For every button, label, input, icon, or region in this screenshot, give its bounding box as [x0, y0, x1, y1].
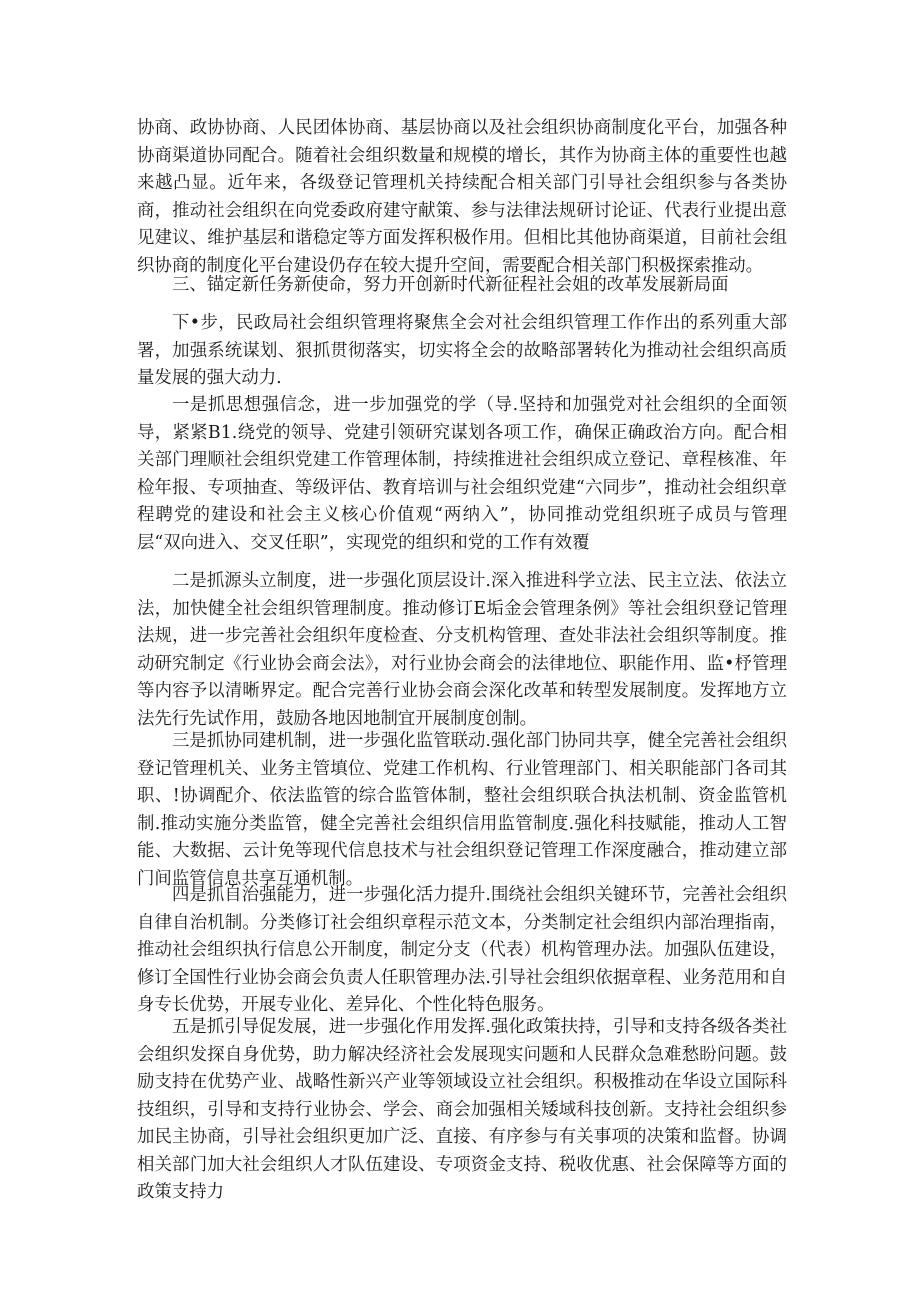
- paragraph-point-five: 五是抓引导促发展，进一步强化作用发挥.强化政策扶持，引导和支持各级各类社会组织发探自身优势，助力解决经济社会发展现实问题和人民群众急难愁盼问题。鼓励支持在优势产业、战略性新兴产业等领域设立社会组织。积极推动在华设立国际科技组织，引导和支持行业协会、学会、商会加强相关矮域科技创新。支持社会组织参加民主协商，引导社会组织更加广泛、直接、有序参与有关事项的决策和监督。协调相关部门加大社会组织人才队伍建设、专项资金支持、税收优惠、社会保障等方面的政策支持力: [137, 1017, 787, 1202]
- paragraph-point-three: 三是抓协同建机制，进一步强化监管联动.强化部门协同共享，健全完善社会组织登记管理机关、业务主管填位、党建工作机构、行业管理部门、相关职能部门各司其职、!协调配介、依法监管的综合监管体制，整社会组织联合执法机制、资金监管机制.推动实施分类监管，健全完善社会组织信用监管制度.强化科技赋能，推动人工智能、大数据、云计免等现代信息技术与社会组织登记管理工作深度融合，推动建立部门间监管信息共享互通机制。: [137, 731, 787, 889]
- paragraph-consultation-platform: 协商、政协协商、人民团体协商、基层协商以及社会组织协商制度化平台，加强各种协商渠道协同配合。随着社会组织数量和规模的增长，其作为协商主体的重要性也越来越凸显。近年来，各级登记管理机关持续配合相关部门引导社会组织参与各类协商，推动社会组织在向党委政府建守献策、参与法律法规研讨论证、代表行业提出意见建议、维护基层和谐稳定等方面发挥积极作用。但相比其他协商渠道，目前社会组织协商的制度化平台建设仍存在较大提升空间，需要配合相关部门积极探索推动。: [137, 118, 787, 276]
- paragraph-point-one: 一是抓思想强信念，进一步加强党的学（导.坚持和加强党对社会组织的全面领导，紧紧B1.绕党的领导、党建引领研究谋划各项工作，确保正确政治方向。配合相关部门理顺社会组织党建工作管理体制，持续推进社会组织成立登记、章程核准、年检年报、专项抽查、等级评估、教育培训与社会组织党建“六同步”，推动社会组织章程聘党的建设和社会主义核心价值观“两纳入”，协同推动党组织班子成员与管理层“双向进入、交叉任职”，实现党的组织和党的工作有效覆: [137, 395, 787, 553]
- paragraph-point-four: 四是抓自治强能力，进一步强化活力提升.围绕社会组织关键环节，完善社会组织自律自治机制。分类修订社会组织章程示范文本，分类制定社会组织内部治理指南，推动社会组织执行信息公开制度，制定分支（代表）机构管理办法。加强队伍建设，修订全国性行业协会商会负责人任职管理办法.引导社会组织依据章程、业务范用和自身专长优势，开展专业化、差异化、个性化特色服务。: [137, 885, 787, 1015]
- section-heading-three: 三、锚定新任务新使命，努力开创新时代新征程社会姐的改革发展新局面: [172, 275, 729, 295]
- paragraph-next-step: 下•步，民政局社会组织管理将聚焦全会对社会组织管理工作作出的系列重大部署，加强系统谋划、狠抓贯彻落实，切实将全会的故略部署转化为推动社会组织高质量发展的强大动力.: [137, 313, 787, 388]
- paragraph-point-two: 二是抓源头立制度，进一步强化顶层设计.深入推进科学立法、民主立法、依法立法，加快健全社会组织管理制度。推动修订E垢金会管理条例》等社会组织登记管理法规，进一步完善社会组织年度检查、分支机构管理、查处非法社会组织等制度。推动研究制定《行业协会商会法》，对行业协会商会的法律地位、职能作用、监•杼管理等内容予以清晰界定。配合完善行业协会商会深化改革和转型发展制度。发挥地方立法先行先试作用，鼓励各地因地制宜开展制度创制。: [137, 571, 787, 729]
